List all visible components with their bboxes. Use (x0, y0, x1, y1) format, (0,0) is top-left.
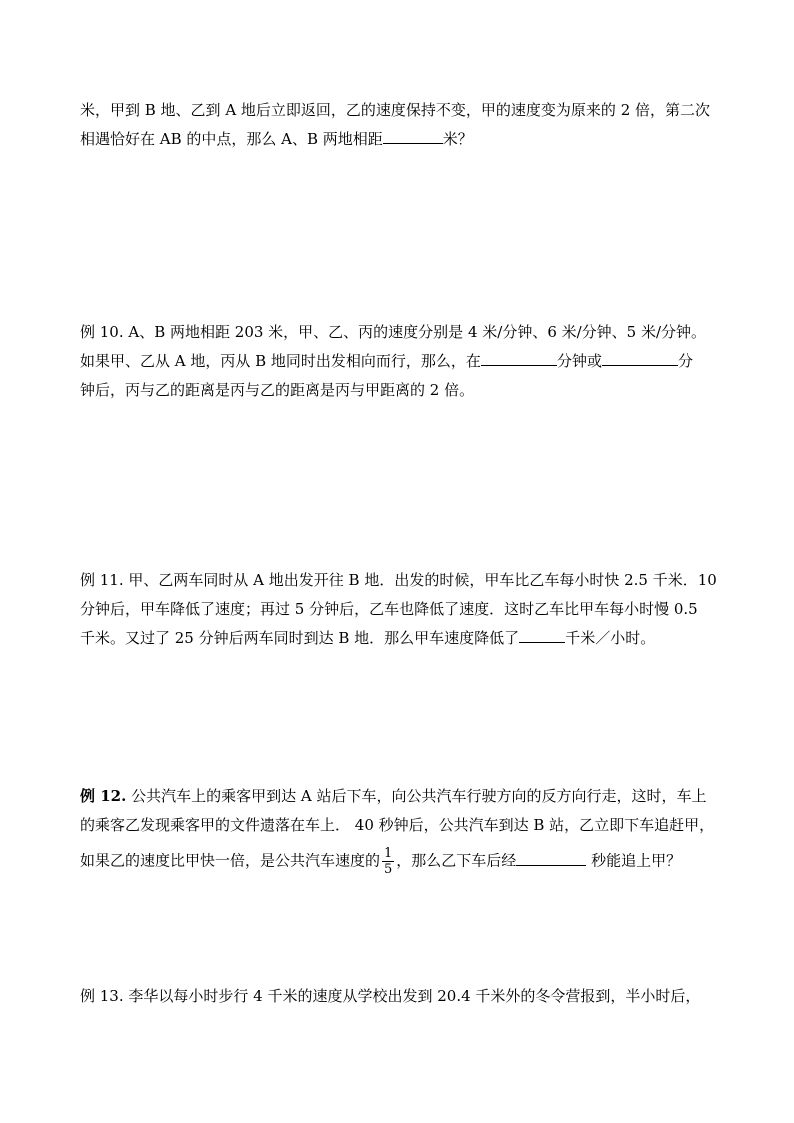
problem-10-line-1: 例 10. A、B 两地相距 203 米，甲、乙、丙的速度分别是 4 米/分钟、6 米/分钟、5 米/分钟。 (80, 323, 707, 341)
problem-11 (80, 566, 730, 653)
problem-9-line-1: 米，甲到 B 地、乙到 A 地后立即返回，乙的速度保持不变，甲的速度变为原来的 2 倍，第二次 (80, 101, 711, 119)
problem-13-line-1: 例 13. 李华以每小时步行 4 千米的速度从学校出发到 20.4 千米外的冬令营报到，半小时后， (80, 987, 701, 1005)
problem-12-line-1-text: 公共汽车上的乘客甲到达 A 站后下车，向公共汽车行驶方向的反方向行走，这时，车上 (126, 787, 707, 805)
problem-9-line-2-text-b: 米？ (442, 130, 473, 148)
problem-12-line-3-text-c: 秒能追上甲？ (586, 851, 682, 870)
fraction-numerator: 1 (384, 846, 393, 861)
problem-10-line-2-text-b: 分钟或 (556, 352, 602, 370)
problem-13 (80, 982, 730, 1011)
problem-10-line-2-text-c: 分 (677, 352, 693, 370)
problem-12-line-3-text-a: 如果乙的速度比甲快一倍，是公共汽车速度的 (80, 851, 381, 870)
problem-10-line-2-text-a: 如果甲、乙从 A 地，丙从 B 地同时出发相向而行，那么，在 (80, 352, 481, 370)
fraction-one-fifth (382, 846, 394, 877)
answer-blank-10b (602, 349, 678, 366)
problem-11-line-2: 分钟后，甲车降低了速度；再过 5 分钟后，乙车也降低了速度．这时乙车比甲车每小时慢 0.5 (80, 600, 698, 618)
problem-12-line-1 (80, 782, 730, 811)
answer-blank-12 (516, 849, 586, 866)
answer-blank-11 (519, 626, 565, 643)
problem-12-line-2: 的乘客乙发现乘客甲的文件遗落在车上． 40 秒钟后，公共汽车到达 B 站，乙立即下车追赶甲， (80, 816, 715, 834)
problem-12 (80, 782, 730, 877)
problem-10-line-2 (80, 347, 730, 376)
problem-9-line-2 (80, 125, 730, 154)
problem-12-line-3-text-b: ，那么乙下车后经 (396, 851, 517, 870)
problem-11-line-3-text-a: 千米。又过了 25 分钟后两车同时到达 B 地．那么甲车速度降低了 (80, 629, 520, 647)
problem-9-continuation (80, 96, 730, 154)
problem-12-label: 例 12. (80, 787, 127, 805)
problem-11-line-3-text-b: 千米／小时。 (565, 629, 656, 647)
problem-10-line-3: 钟后，丙与乙的距离是丙与乙的距离是丙与甲距离的 2 倍。 (80, 381, 475, 399)
problem-10 (80, 318, 730, 405)
problem-11-line-1: 例 11. 甲、乙两车同时从 A 地出发开往 B 地．出发的时候，甲车比乙车每小时快 2.5 千米．10 (80, 571, 717, 589)
fraction-denominator: 5 (384, 862, 393, 877)
problem-9-line-2-text-a: 相遇恰好在 AB 的中点，那么 A、B 两地相距 (80, 130, 383, 148)
answer-blank-10a (481, 349, 557, 366)
problem-11-line-3 (80, 624, 730, 653)
problem-12-line-3 (80, 846, 730, 877)
answer-blank-9 (383, 127, 443, 144)
